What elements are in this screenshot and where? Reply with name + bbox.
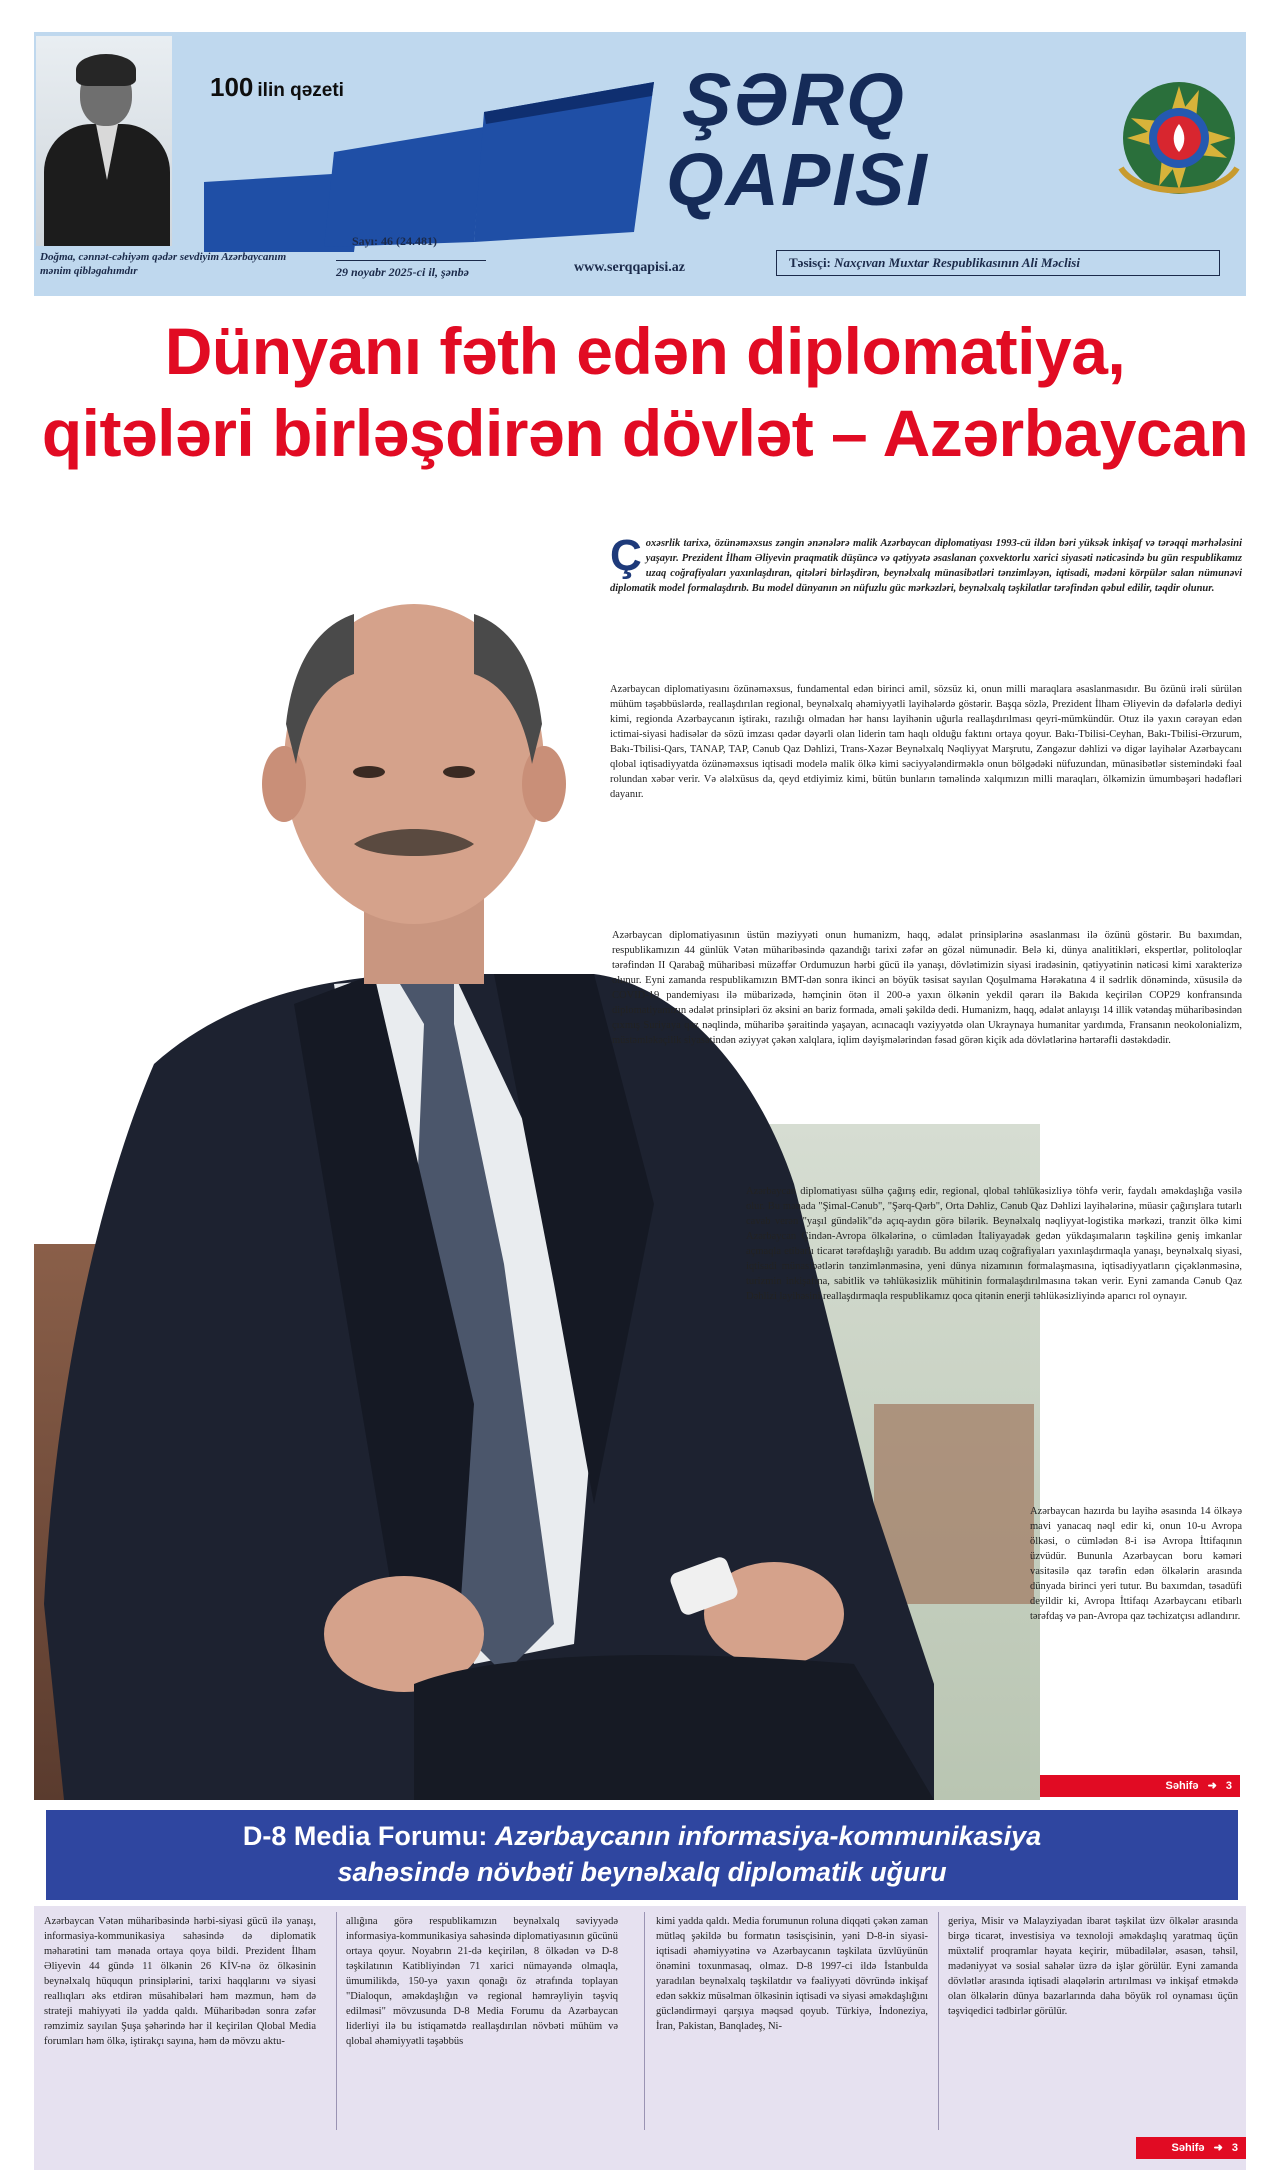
- founder-quote: Doğma, cənnət-cəhiyəm qədər sevdiyim Azərbaycanım mənim qibləgahımdır: [40, 251, 287, 277]
- headline-line1: Dünyanı fəth edən diplomatiya,: [164, 314, 1126, 388]
- newspaper-title-line2: QAPISI: [666, 138, 929, 221]
- continue-label: Səhifə: [1171, 2142, 1205, 2154]
- continue-page: 3: [1225, 1780, 1232, 1792]
- section-subtitle-b: sahəsində növbəti beynəlxalq diplomatik uğuru: [337, 1857, 947, 1887]
- arrow-right-icon: ➜: [1207, 1780, 1217, 1792]
- continue-page: 3: [1231, 2142, 1238, 2154]
- continue-label: Səhifə: [1165, 1780, 1199, 1792]
- article-paragraph-3: Azərbaycan diplomatiyası sülhə çağırış edir, regional, qlobal təhlükəsizliyə töhfə verir, faydalı əməkdaşlığa vəsilə olur. Bu mənada "Şimal-Cənub", "Şərq-Qərb", Orta Dəhliz, Cənub Qaz Dəhlizi layihələrinə, müasir çağırışlara tutarlı cavab verən "yaşıl gündəlik"də açıq-aydın görə bilərik. Beynəlxalq nəqliyyat-logistika mərkəzi, tranzit ölkə kimi Azərbaycan Çindən-Avropa ölkələrinə, o cümlədən İtaliyayadək gedən yükdaşımaların təşkilinə geniş imkanlar açmaqla etibarlı ticarət tərəfdaşlığı yaradıb. Bu addım uzaq coğrafiyaları yaxınlaşdırmaqla yanaşı, beynəlxalq siyasi, iqtisadi münasibətlərin tənzimlənməsinə, yeni dünya nizamının formalaşmasına, iqtisadiyyatların çiçəklənməsinə, turizmin inkişafına, sabitlik və təhlükəsizlik mühitinin formalaşdırılmasına təkan verir. Eyni zamanda Cənub Qaz Dəhlizi layihəsini reallaşdırmaqla respublikamız qoca qitənin enerji təhlükəsizliyində aparıcı rol oynayır.: [746, 1186, 1242, 1302]
- website-link[interactable]: www.serqqapisi.az: [574, 260, 685, 275]
- centenary-number: 100: [210, 72, 254, 102]
- continue-page-link[interactable]: [1040, 1775, 1240, 1797]
- founder-box: [776, 250, 1220, 276]
- founder-label: Təsisçi:: [789, 255, 831, 270]
- headline-line2: qitələri birləşdirən dövlət – Azərbaycan: [41, 396, 1249, 470]
- section-continue-link[interactable]: [1136, 2137, 1246, 2159]
- newspaper-title-line1: ŞƏRQ: [682, 58, 906, 141]
- section-column-1: Azərbaycan Vətən müharibəsində hərbi-siyasi gücü ilə yanaşı, informasiya-kommunikasiya sahəsində də diplomatik məharətini tam mənada ortaya qoya bildi. Prezident İlham Əliyevin 44 gündə 11 ölkənin 26 KİV-nə öz ölkəsinin beynəlxalq hüququn prinsiplərini, tarixi haqqlarını və siyasi reallıqları əks etdirən müsahibələri həm məzmun, həm də strateji mahiyyəti ilə yadda qaldı. Müharibədən sonra zəfər rəmzimiz sayılan Şuşa şəhərində hər il keçirilən Qlobal Media forumları həm ölkə, iştirakçı sayına, həm də mövzu aktu-: [44, 1916, 316, 2047]
- article-lead: [610, 531, 1242, 596]
- issue-number: Sayı: 46 (24.481): [352, 234, 437, 248]
- arrow-right-icon: ➜: [1213, 2142, 1223, 2154]
- article-paragraph-4: Azərbaycan hazırda bu layihə əsasında 14 ölkəyə mavi yanacaq nəql edir ki, onun 10-u Avropa ölkəsi, o cümlədən 8-i isə Avropa İttifaqının üzvüdür. Bununla Azərbaycan boru kəməri vasitəsilə qaz tərəfin edən ölkələrin arasında dünyada birinci yeri tutur. Bu baxımdan, təsadüfi deyildir ki, Avropa İttifaqı Azərbaycanı etibarlı tərəfdaş və pan-Avropa qaz təchizatçısı adlandırır.: [1030, 1506, 1242, 1622]
- dropcap: Ç: [610, 531, 642, 580]
- section-column-2: allığına görə respublikamızın beynəlxalq səviyyədə informasiya-kommunikasiya sahəsində diplomatiyasının gücünü ortaya qoyur. Noyabrın 21-də keçirilən, 8 ölkədən və D-8 təşkilatının Katibliyindən 71 xarici nümayəndə olmaqla, ümumilikdə, 150-yə yaxın qonağı öz ətrafında toplayan "Dialoqun, əməkdaşlığın və regional həmrəyliyin təşviq edilməsi" mövzusunda D-8 Media Forumu da Azərbaycan liderliyi ilə bu istiqamətdə reallaşdırılan növbəti mühüm və qlobal əhəmiyyətli təşəbbüs: [346, 1916, 618, 2047]
- section-subtitle-a: Azərbaycanın informasiya-kommunikasiya: [494, 1821, 1042, 1851]
- centenary-text: ilin qəzeti: [257, 80, 344, 101]
- lead-text: oxəsrlik tarixə, özünəməxsus zəngin ənənələrə malik Azərbaycan diplomatiyası 1993-cü ildən bəri yüksək inkişaf və tərəqqi mərhələsini yaşayır. Prezident İlham Əliyevin praqmatik düşüncə və qətiyyətə əsaslanan çoxvektorlu xarici siyasəti nəticəsində bu gün respublikamız uzaq coğrafiyaları yaxınlaşdıran, qitələri birləşdirən, beynəlxalq münasibətləri tənzimləyən, iqtisadi, mədəni körpülər salan nümunəvi diplomatik model formalaşdırıb. Bu model dünyanın ən nüfuzlu güc mərkəzləri, beynəlxalq təşkilatlar tərəfindən qəbul edilir, təqdir olunur.: [610, 538, 1242, 594]
- state-emblem-icon: [1116, 38, 1242, 238]
- section-column-3: kimi yadda qaldı. Media forumunun roluna diqqəti çəkən zaman mütləq şəkildə bu formatın təsisçisinin, yəni D-8-in siyasi-iqtisadi əhəmiyyətinə və Azərbaycanın təşkilata üzvlüyünün önəmini toxunmasaq, olmaz. D-8 1997-ci ildə İstanbulda yaradılan beynəlxalq təşkilatdır və fəaliyyəti dövründə inkişaf edən səkkiz müsəlman ölkəsinin iqtisadi və siyasi əməkdaşlığını gücləndirməyi qarşıya məqsəd qoyub. Türkiyə, İndoneziya, İran, Pakistan, Banqladeş, Ni-: [656, 1916, 928, 2032]
- column-divider: [336, 1912, 337, 2130]
- column-divider: [644, 1912, 645, 2130]
- section-kicker: D-8 Media Forumu:: [242, 1821, 488, 1851]
- section-headline: [46, 1810, 1238, 1900]
- column-divider: [938, 1912, 939, 2130]
- main-headline: [40, 310, 1250, 474]
- article-paragraph-2: Azərbaycan diplomatiyasının üstün məziyyəti onun humanizm, haqq, ədalət prinsiplərinə əsaslanması ilə özünü göstərir. Bu baxımdan, respublikamızın 44 günlük Vətən müharibəsində qazandığı tarixi zəfər ən gözəl nümunədir. Belə ki, dünya analitikləri, ekspertlər, politoloqlar tərəfindən II Qarabağ müharibəsi müzəffər Ordumuzun hərbi gücü ilə yanaşı, dövlətimizin siyasi iradəsinin, qətiyyətinin nəticəsi kimi xarakterizə olunur. Eyni zamanda respublikamızın BMT-dən sonra ikinci ən böyük təsisat sayılan Qoşulmama Hərəkatına 4 il sədrlik dönəmində, xüsusilə də COVID-19 pandemiyası ilə mübarizədə, həmçinin ötən il 200-ə yaxın ölkənin yekdil qərarı ilə Bakıda keçirilən COP29 konfransında diplomatiyamızın ədalət prinsipləri öz əksini ən bariz formada, əməli şəkildə dedi. Humanizm, haqq, ədalət anlayışı 14 illik vətəndaş müharibəsindən çıxmış Suriyaya qaz nəqlində, müharibə şəraitində yaşayan, acınacaqlı vəziyyətdə olan Ukraynaya humanitar yardımda, Fransanın neokolonializm, müstəmləkəçilik siyasətindən əziyyət çəkən xalqlara, iqlim dəyişmələrindən fəsad görən kiçik ada dövlətlərinə hərtərəfli dəstəkdədir.: [612, 930, 1242, 1046]
- founder-value: Naxçıvan Muxtar Respublikasının Ali Məclisi: [834, 255, 1080, 270]
- founder-portrait: [36, 36, 172, 246]
- masthead: [34, 32, 1246, 296]
- article-paragraph-1: Azərbaycan diplomatiyasını özünəməxsus, fundamental edən birinci amil, sözsüz ki, onun milli maraqlara əsaslanmasıdır. Bu özünü irəli sürülən mühüm təşəbbüslərdə, reallaşdırılan regional, beynəlxalq əhəmiyyətli layihələrdə göstərir. Başqa sözlə, Prezident İlham Əliyevin də dəfələrlə dediyi kimi, regionda Azərbaycanın iştirakı, razılığı olmadan hər hansı layihənin uğurla reallaşdırılması qeyri-mümkündür. Otuz ilə yaxın cərəyan edən ictimai-siyasi hadisələr də sözü imzası qədər dəyərli olan liderin tam haqlı olduğu faktını ortaya qoyur. Bakı-Tbilisi-Ceyhan, Bakı-Tbilisi-Ərzurum, Bakı-Tbilisi-Qars, TANAP, TAP, Cənub Qaz Dəhlizi, Trans-Xəzər Beynəlxalq Nəqliyyat Marşrutu, Zəngəzur dəhlizi və digər layihələr Azərbaycanı qlobal iqtisadiyyatda özünəməxsus iqtisadi modelə malik ölkə kimi səciyyələndirməklə onun bölgədəki nüfuzundan, münasibətlər sistemindəki fəal rolundan xəbər verir. Və ələlxüsus da, qeyd etdiyimiz kimi, bütün bunların təməlində xalqımızın milli maraqları, ölkəmizin ümumbəşəri hədəfləri dayanır.: [610, 684, 1242, 800]
- section-column-4: geriya, Misir və Malayziyadan ibarət təşkilat üzv ölkələr arasında birgə ticarət, investisiya və texnoloji əməkdaşlıq yaratmaq üçün müxtəlif proqramlar həyata keçirir, mübadilələr, əsasən, təhsil, mədəniyyət və sosial sahələr üzrə də işlər görülür. Eyni zamanda dövlətlər arasında iqtisadi əlaqələrin artırılması və inkişaf etməkdə olan ölkələrin dünya bazarlarında daha böyük rol oynaması üçün təşviqedici tədbirlər görülür.: [948, 1916, 1238, 2017]
- issue-date: 29 noyabr 2025-ci il, şənbə: [336, 260, 486, 280]
